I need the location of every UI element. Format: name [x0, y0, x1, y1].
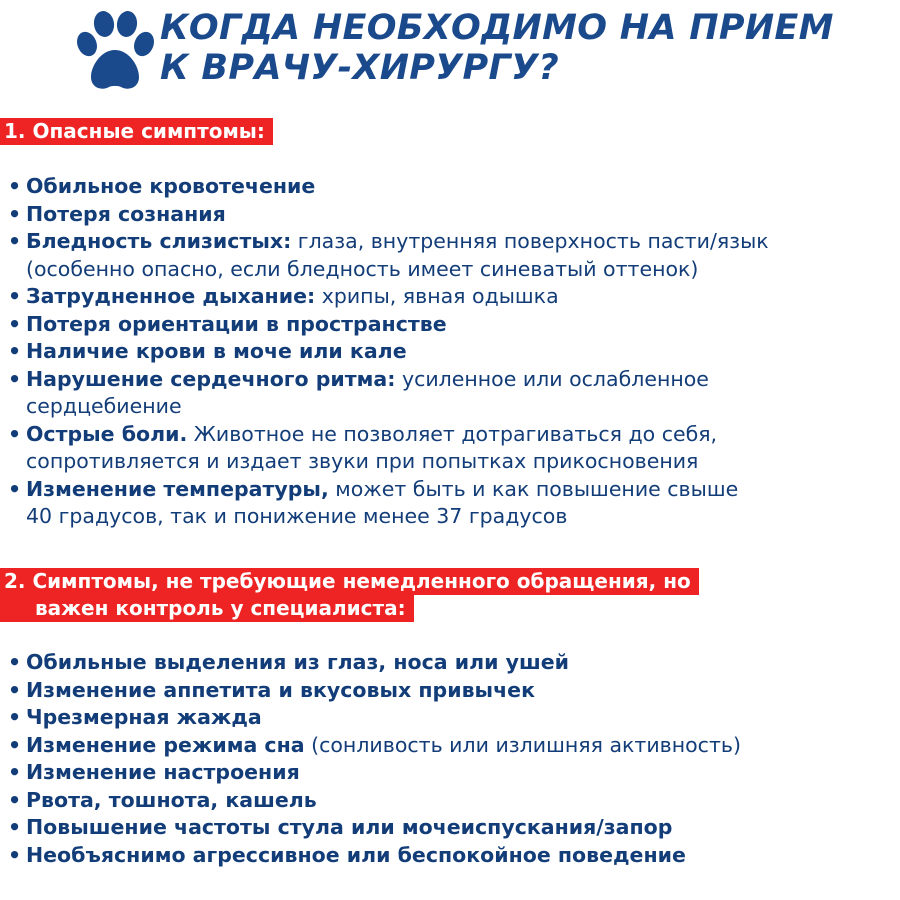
section-1-list [6, 173, 769, 531]
list-item: • Острые боли. Животное не позволяет дотрагиваться до себя, сопротивляется и издает звуки при попытках прикосновения [6, 421, 769, 476]
paw-icon [74, 10, 156, 94]
header [0, 0, 900, 100]
list-item: • Обильное кровотечение [6, 173, 769, 201]
list-item: • Бледность слизистых: глаза, внутренняя поверхность пасти/язык (особенно опасно, если бледность имеет синеватый оттенок) [6, 228, 769, 283]
page-title [160, 8, 834, 88]
section-2-list [6, 649, 741, 869]
list-item: • Изменение режима сна (сонливость или излишняя активность) [6, 732, 741, 760]
list-item: • Рвота, тошнота, кашель [6, 787, 741, 815]
list-item: • Наличие крови в моче или кале [6, 338, 769, 366]
section-2-heading-continued [0, 595, 414, 622]
title-line-1: КОГДА НЕОБХОДИМО НА ПРИЕМ [160, 8, 834, 48]
list-item: • Изменение температуры, может быть и как повышение свыше 40 градусов, так и понижение менее 37 градусов [6, 476, 769, 531]
list-item: • Потеря сознания [6, 201, 769, 229]
list-item: • Изменение настроения [6, 759, 741, 787]
section-1-heading: 1. Опасные симптомы: [0, 118, 273, 145]
list-item: • Чрезмерная жажда [6, 704, 741, 732]
section-2-heading-line-2: важен контроль у специалиста: [35, 596, 406, 620]
list-item: • Повышение частоты стула или мочеиспускания/запор [6, 814, 741, 842]
list-item: • Потеря ориентации в пространстве [6, 311, 769, 339]
list-item: • Необъяснимо агрессивное или беспокойное поведение [6, 842, 741, 870]
list-item: • Обильные выделения из глаз, носа или ушей [6, 649, 741, 677]
section-2-heading [0, 568, 699, 595]
list-item: • Затрудненное дыхание: хрипы, явная одышка [6, 283, 769, 311]
list-item: • Изменение аппетита и вкусовых привычек [6, 677, 741, 705]
title-line-2: К ВРАЧУ-ХИРУРГУ? [160, 48, 559, 88]
section-2-heading-line-1: 2. Симптомы, не требующие немедленного обращения, но [4, 569, 691, 593]
list-item: • Нарушение сердечного ритма: усиленное или ослабленное сердцебиение [6, 366, 769, 421]
